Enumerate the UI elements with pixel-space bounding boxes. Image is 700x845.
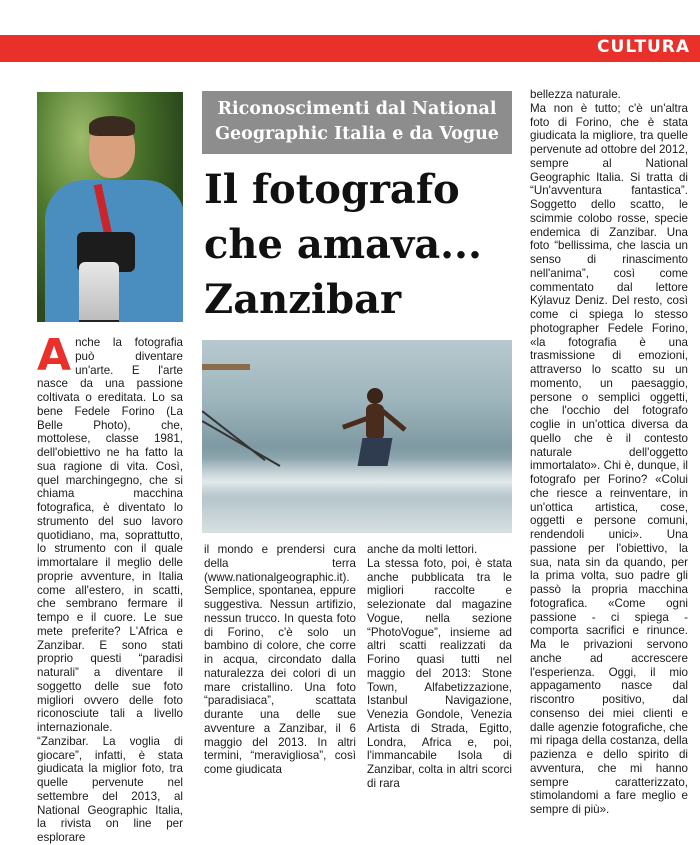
paragraph: bellezza naturale. xyxy=(530,88,621,101)
headline-line: che amava... xyxy=(204,221,482,268)
photo-child-shorts xyxy=(358,438,393,466)
drop-cap: A xyxy=(37,330,72,381)
portrait-hair xyxy=(89,116,135,136)
article-column-3 xyxy=(367,543,512,791)
paragraph: La stessa foto, poi, è stata anche pubblicata tra le migliori raccolte e selezionate dal magazine Vogue, nella sezione “PhotoVogue”, insieme ad altri scatti realizzati da Forino quasi tutti nel maggio del 2013: Stone Town, Alfabetizzazione, Istanbul Navigazione, Venezia Gondole, Venezia Artista di Strada, Egitto, Londra, Africa e, poi, l'immancabile Isola di Zanzibar, colta in altri scorci di rara xyxy=(367,556,512,790)
kicker-box xyxy=(202,91,512,154)
article-column-2 xyxy=(204,543,356,777)
paragraph xyxy=(37,330,183,735)
zanzibar-photo xyxy=(202,340,512,533)
photo-rope xyxy=(202,410,266,461)
photo-child-arm xyxy=(380,409,406,432)
camera-lens xyxy=(79,262,119,322)
paragraph: anche da molti lettori. xyxy=(367,543,478,556)
paragraph: il mondo e prendersi cura della terra (www.nationalgeographic.it). Semplice, spontanea, eppure suggestiva. Nessun artifizio, nessun trucco. In questa foto di Forino, c'è solo un bambino di colore, che corre in acqua, circondato dalla naturalezza dei colori di un mare cristallino. Una foto “paradisiaca”, scattata durante una delle sue avventure a Zanzibar, il 6 maggio del 2013. In altri termini, “meravigliosa”, così come giudicata xyxy=(204,543,356,776)
kicker-line: Riconoscimenti dal National xyxy=(217,99,497,119)
article-column-1 xyxy=(37,330,183,845)
headline xyxy=(204,162,524,327)
photo-child-head xyxy=(367,388,383,404)
paragraph: “Zanzibar. La voglia di giocare”, infatti, è stata giudicata la miglior foto, tra quelle pervenute nel settembre del 2013, al National Geographic Italia, la rivista on line per esplorare xyxy=(37,734,183,844)
kicker-line: Geographic Italia e da Vogue xyxy=(215,124,499,144)
headline-line: Il fotografo xyxy=(204,166,460,213)
section-label: CULTURA xyxy=(597,37,690,57)
article-column-4 xyxy=(530,88,688,817)
photo-pole xyxy=(202,364,250,370)
headline-line: Zanzibar xyxy=(204,276,402,323)
paragraph: Ma non è tutto; c'è un'altra foto di Forino, che è stata giudicata la migliore, tra quelle pervenute ad ottobre del 2012, sempre al National Geographic Italia. Si tratta di “Un'avventura fantastica”. Soggetto dello scatto, le scimmie colobo rosse, specie endemica di Zanzibar. Una foto “bellissima, che lascia un senso di rinascimento nell'anima”, così come commentato dal lettore Kýlavuz Deniz. Del resto, così come ci spiega lo stesso photographer Fedele Forino, «la fotografia è una trasmissione di emozioni, attraverso lo scatto su un momento, un paesaggio, persone o semplici oggetti, che l'occhio del fotografo coglie in un'ottica diversa da quello che è il contesto naturale dell'oggetto immortalato». Chi è, dunque, il fotografo per Forino? «Colui che riesce a reinventare, in un'ottica artistica, cose, oggetti e persone comuni, rendendoli unici». Una passione per l'obiettivo, la sua, nata sin da quando, per la prima volta, suo padre gli passò la propria macchina fotografica. «Come ogni passione - ci spiega - comporta sacrifici e rinunce. Ma le privazioni servono anche ad accrescere l'esperienza. Oggi, il mio appagamento nasce dal riscontro positivo, dal consenso dei miei clienti e dalle agenzie fotografiche, che mi ripaga della costanza, della pazienza e dello spirito di avventura, che mi hanno sempre caratterizzato, stimolandomi a fare meglio e sempre di più». xyxy=(530,101,688,816)
section-band xyxy=(0,35,700,62)
paragraph-text: nche la fotografia può diventare un'arte. E l'arte nasce da una passione coltivata o ereditata. Lo sa bene Fedele Forino (La Belle Photo), che, mottolese, classe 1981, dell'obiettivo ne ha fatto la sua ragione di vita. Così, quel marchingegno, che si chiama macchina fotografica, è diventato lo strumento del suo lavoro quotidiano, ma, soprattutto, lo strumento con il quale immortalare il meglio delle proprie avventure, in Italia come all'estero, in scatti, che sembrano fermare il tempo e il cuore. Le sue mete preferite? L'Africa e Zanzibar. E sono stati proprio questi “paradisi naturali” a diventare il soggetto delle sue foto migliori ovvero delle foto riconosciute tali a livello internazionale. xyxy=(37,336,183,734)
photographer-portrait xyxy=(37,92,183,322)
